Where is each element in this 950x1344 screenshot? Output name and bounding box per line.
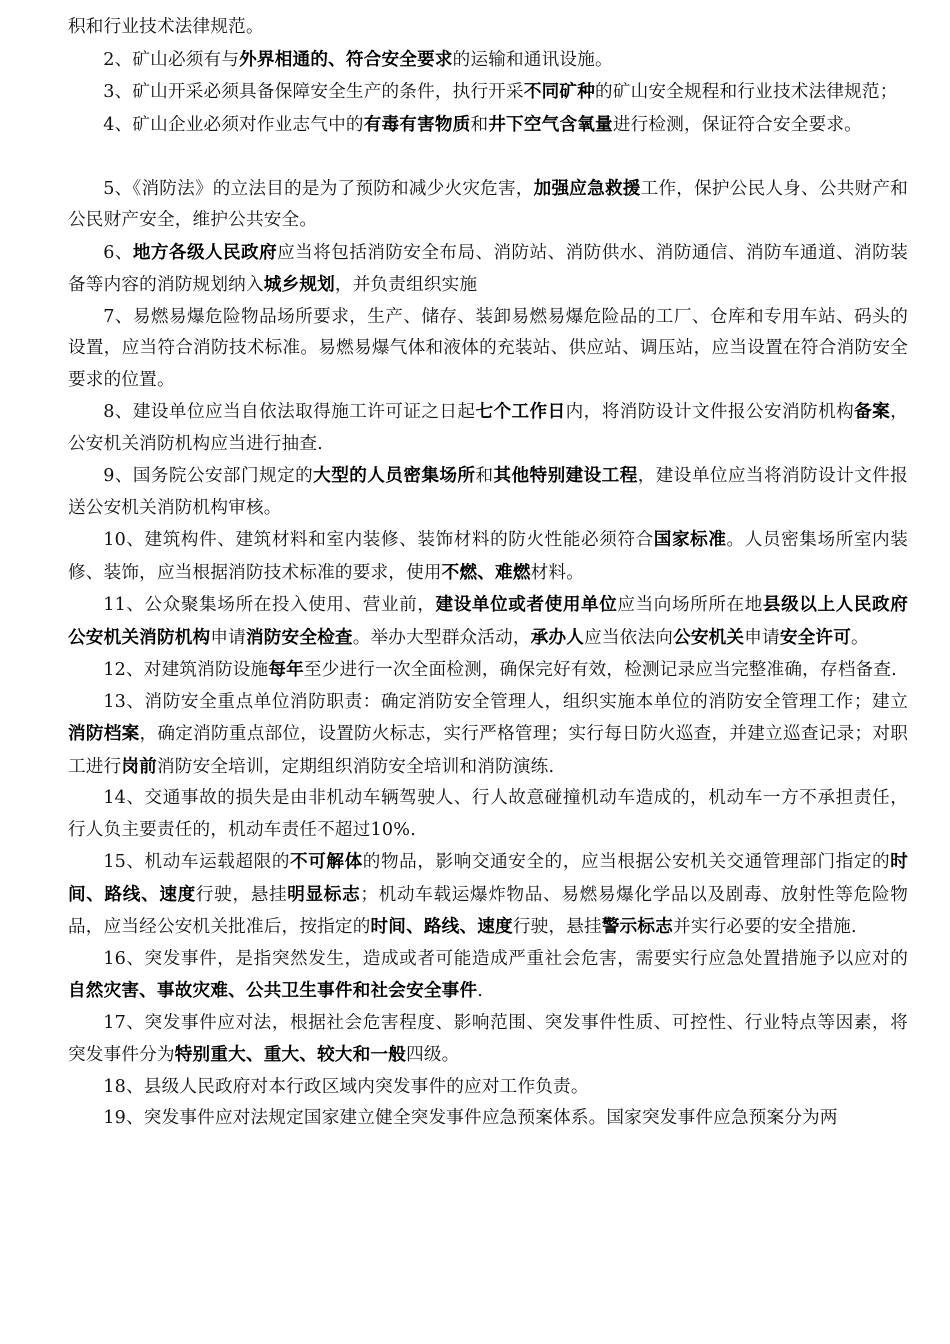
text-run: 材料。	[530, 562, 585, 583]
paragraph-p8	[68, 396, 908, 460]
bold-keyword: 外界相通的、符合安全要求	[239, 48, 453, 70]
text-run: 应当向场所所在地	[617, 595, 763, 615]
text-run: 进行检测，保证符合安全要求。	[612, 114, 862, 135]
bold-keyword: 县级以上人民政府公安机关消防机构	[68, 594, 908, 648]
text-run: 工作，保护公民人身、公共财产和公民财产安全，维护公共安全。	[68, 178, 908, 230]
bold-keyword: 井下空气含氧量	[488, 113, 613, 135]
text-run: 。人员密集场所室内装修、装饰，应当根据消防技术标准的要求，使用	[68, 530, 908, 583]
text-run: .	[477, 981, 484, 1001]
text-run: 积和行业技术法律规范。	[68, 17, 264, 37]
text-run: 的物品，影响交通安全的，应当根据公安机关交通管理部门指定的	[362, 852, 891, 872]
bold-keyword: 时间、路线、速度	[370, 916, 513, 937]
bold-keyword: 建设单位或者使用单位	[435, 594, 618, 615]
bold-keyword: 每年	[268, 659, 304, 680]
text-run: 3、矿山开采必须具备保障安全生产的条件，执行开采	[103, 82, 524, 102]
bold-keyword: 有毒有害物质	[363, 113, 471, 135]
text-run: 申请	[210, 627, 246, 648]
text-run: 的运输和通讯设施。	[452, 49, 613, 70]
paragraph-p15	[68, 846, 908, 944]
bold-keyword: 消防档案	[68, 723, 140, 744]
paragraph-p4	[68, 109, 908, 142]
paragraph-p19	[68, 1103, 908, 1135]
bold-keyword: 特别重大、重大、较大和一般	[174, 1044, 407, 1065]
text-run: 10、建筑构件、建筑材料和室内装修、装饰材料的防火性能必须符合	[103, 530, 654, 550]
bold-keyword: 承办人	[530, 626, 585, 648]
text-run: 四级。	[406, 1045, 460, 1065]
text-run: 行驶，悬挂	[512, 917, 602, 937]
text-run: 6、	[103, 242, 133, 263]
bold-keyword: 自然灾害、事故灾难、公共卫生事件和社会安全事件	[68, 980, 478, 1001]
text-run: 申请	[744, 627, 780, 648]
text-run: 4、矿山企业必须对作业志气中的	[103, 114, 364, 135]
text-run: 应当将包括消防安全布局、消防站、消防供水、消防通信、消防车通道、消防装备等内容的消防规划纳入	[68, 242, 908, 295]
paragraph-p3	[68, 76, 908, 109]
bold-keyword: 时间、路线、速度	[68, 851, 908, 905]
paragraph-p16	[68, 944, 908, 1008]
paragraph-continuation	[68, 12, 908, 44]
bold-keyword: 消防安全检查	[245, 626, 353, 648]
text-run: 15、机动车运载超限的	[103, 852, 291, 872]
text-run: ，建设单位应当将消防设计文件报送公安机关消防机构审核。	[68, 466, 908, 518]
text-run: 并实行必要的安全措施.	[673, 917, 857, 937]
document-body	[68, 12, 908, 1135]
text-run: 14、交通事故的损失是由非机动车辆驾驶人、行人故意碰撞机动车造成的，机动车一方不承担责任，行人负主要责任的，机动车责任不超过10%.	[68, 788, 908, 840]
paragraph-p17	[68, 1008, 908, 1072]
paragraph-p9	[68, 460, 908, 524]
text-run: ，并负责组织实施	[334, 275, 478, 295]
bold-keyword: 国家标准	[653, 529, 727, 550]
text-run: 的矿山安全规程和行业技术法律规范；	[595, 82, 898, 102]
paragraph-p14	[68, 783, 908, 846]
bold-keyword: 七个工作日	[475, 401, 566, 422]
paragraph-p7	[68, 302, 908, 397]
bold-keyword: 备案	[854, 401, 891, 422]
text-run: 2、矿山必须有与	[103, 49, 240, 70]
bold-keyword: 明显标志	[287, 883, 361, 905]
bold-keyword: 不可解体	[290, 851, 363, 872]
text-run: 17、突发事件应对法，根据社会危害程度、影响范围、突发事件性质、可控性、行业特点等因素，将突发事件分为	[68, 1012, 908, 1065]
text-run: 行驶，悬挂	[195, 884, 288, 905]
text-run: 19、突发事件应对法规定国家建立健全突发事件应急预案体系。国家突发事件应急预案分为两	[103, 1108, 838, 1128]
bold-keyword: 大型的人员密集场所	[313, 465, 476, 486]
bold-keyword: 不同矿种	[523, 81, 596, 102]
bold-keyword: 地方各级人民政府	[132, 241, 278, 263]
bold-keyword: 其他特别建设工程	[493, 465, 638, 486]
text-run: 8、建设单位应当自依法取得施工许可证之日起	[103, 402, 476, 422]
text-run: 12、对建筑消防设施	[103, 660, 269, 680]
paragraph-p13	[68, 687, 908, 784]
text-run: 至少进行一次全面检测，确保完好有效，检测记录应当完整准确，存档备查.	[303, 660, 897, 680]
bold-keyword: 警示标志	[601, 916, 674, 937]
text-run: 。举办大型群众活动，	[352, 627, 531, 648]
text-run: ，确定消防重点部位，设置防火标志，实行严格管理；实行每日防火巡查，并建立巡查记录；对职工进行	[68, 724, 908, 777]
paragraph-p2	[68, 44, 908, 77]
bold-keyword: 城乡规划	[263, 274, 335, 295]
text-run: 13、消防安全重点单位消防职责：确定消防安全管理人，组织实施本单位的消防安全管理工作；建立	[103, 691, 908, 712]
paragraph-p5	[68, 173, 908, 237]
bold-keyword: 安全许可	[779, 626, 852, 648]
text-run: 消防安全培训，定期组织消防安全培训和消防演练.	[156, 756, 555, 777]
paragraph-p6	[68, 237, 908, 302]
paragraph-p10	[68, 524, 908, 589]
paragraph-p12	[68, 654, 908, 687]
text-run: 和	[475, 466, 494, 486]
paragraph-p11	[68, 589, 908, 654]
paragraph-spacer	[68, 141, 908, 173]
text-run: ，公安机关消防机构应当进行抽查.	[68, 402, 909, 454]
text-run: 11、公众聚集场所在投入使用、营业前，	[103, 595, 436, 615]
paragraph-p18	[68, 1072, 908, 1104]
bold-keyword: 公安机关	[673, 626, 745, 648]
text-run: 内，将消防设计文件报公安消防机构	[565, 402, 855, 422]
text-run: 16、突发事件，是指突然发生，造成或者可能造成严重社会危害，需要实行应急处置措施予以应对的	[103, 948, 908, 969]
text-run: 和	[470, 114, 489, 135]
document-page	[68, 12, 908, 1135]
text-run: ；机动车载运爆炸物品、易燃易爆化学品以及剧毒、放射性等危险物品，应当经公安机关批准后，按指定的	[68, 884, 908, 937]
text-run: 9、国务院公安部门规定的	[103, 466, 314, 486]
bold-keyword: 岗前	[121, 755, 157, 777]
bold-keyword: 加强应急救援	[533, 177, 641, 199]
text-run: 7、易燃易爆危险物品场所要求，生产、储存、装卸易燃易爆危险品的工厂、仓库和专用车站、码头的设置，应当符合消防技术标准。易燃易爆气体和液体的充装站、供应站、调压站，应当设置在符合消防安全要求的位置。	[68, 306, 908, 390]
bold-keyword: 不燃、难燃	[441, 561, 531, 583]
text-run: 18、县级人民政府对本行政区域内突发事件的应对工作负责。	[103, 1076, 589, 1097]
text-run: 。	[851, 627, 869, 648]
text-run: 5、《消防法》的立法目的是为了预防和减少火灾危害，	[103, 178, 534, 199]
text-run: 应当依法向	[584, 627, 674, 648]
